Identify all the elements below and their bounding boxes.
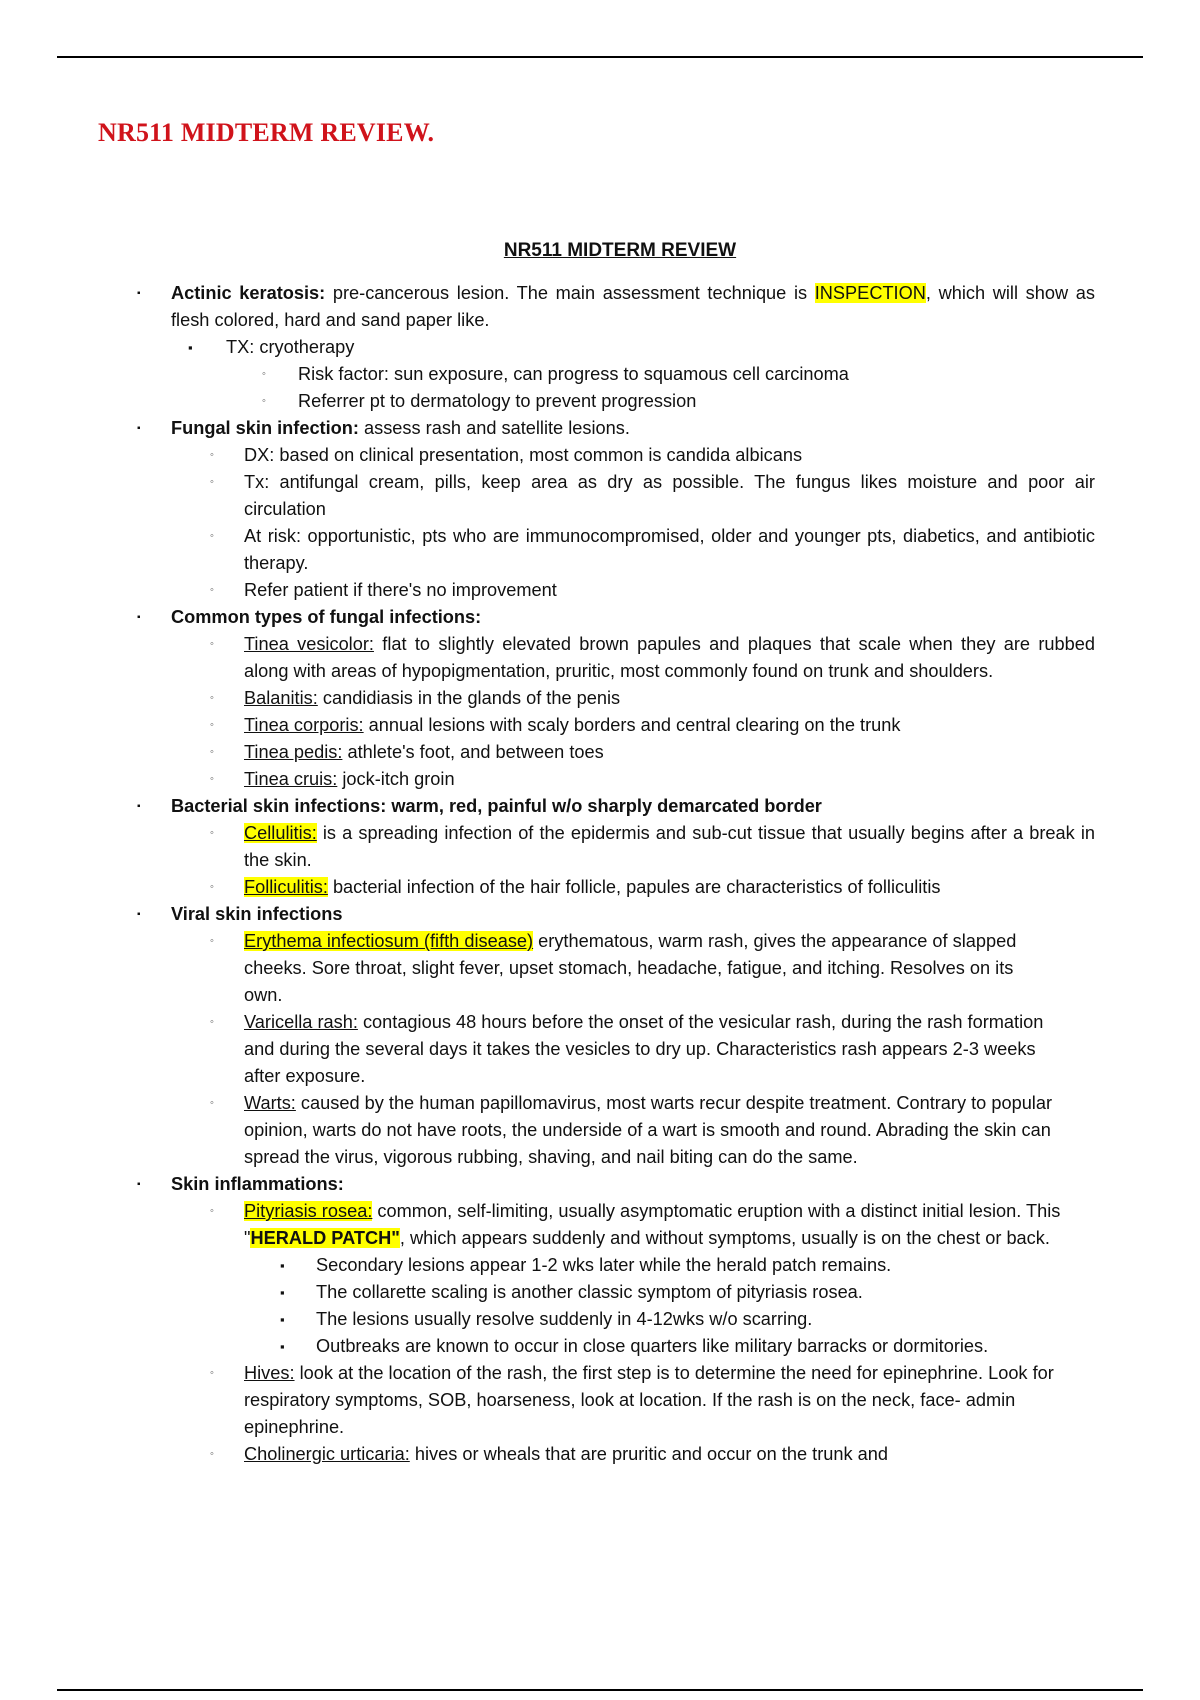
item-text: bacterial infection of the hair follicle, papules are characteristics of folliculitis xyxy=(327,877,941,897)
item-text: assess rash and satellite lesions. xyxy=(358,418,630,438)
list-item-balanitis xyxy=(210,685,1095,712)
bullet-icon: ◦ xyxy=(210,719,214,731)
bullet-icon: ▪ xyxy=(137,612,141,623)
item-text: TX: cryotherapy xyxy=(226,337,355,357)
document-body xyxy=(0,280,1200,1468)
item-text: annual lesions with scaly borders and central clearing on the trunk xyxy=(363,715,901,735)
item-text: Risk factor: sun exposure, can progress to squamous cell carcinoma xyxy=(298,364,849,384)
bullet-icon: ▪ xyxy=(137,801,141,812)
term-label: Erythema infectiosum (fifth disease) xyxy=(244,931,534,951)
list-item-tx xyxy=(188,334,1086,361)
list-item-tinea-vesicolor xyxy=(210,631,1095,685)
list-item-cholinergic xyxy=(210,1441,1074,1468)
document-title: NR511 MIDTERM REVIEW xyxy=(503,240,737,261)
item-text: Tx: antifungal cream, pills, keep area as dry as possible. The fungus likes moisture and poor air circulation xyxy=(244,472,1095,519)
term-label: Tinea corporis: xyxy=(244,715,364,735)
list-item-fungal xyxy=(137,415,1095,442)
list-item-erythema xyxy=(210,928,1034,1009)
list-item-warts xyxy=(210,1090,1074,1171)
list-item-hives xyxy=(210,1360,1074,1441)
list-item-viral xyxy=(137,901,1095,928)
item-text: is a spreading infection of the epidermis and sub-cut tissue that usually begins after a break in the skin. xyxy=(244,823,1095,870)
list-item-referrer xyxy=(262,388,1098,415)
item-text: , which appears suddenly and without symptoms, usually is on the chest or back. xyxy=(399,1228,1050,1248)
list-item-at-risk xyxy=(210,523,1095,577)
item-text: hives or wheals that are pruritic and occur on the trunk and xyxy=(409,1444,888,1464)
bullet-icon: ▪ xyxy=(137,909,141,920)
list-item-collarette xyxy=(280,1279,1096,1306)
item-text: athlete's foot, and between toes xyxy=(342,742,604,762)
bullet-icon: ▪ xyxy=(280,1339,285,1354)
bullet-icon: ◦ xyxy=(210,935,214,947)
list-item-varicella xyxy=(210,1009,1044,1090)
item-text: candidiasis in the glands of the penis xyxy=(317,688,621,708)
list-item-tinea-cruis xyxy=(210,766,1095,793)
list-item-bacterial xyxy=(137,793,1095,820)
bullet-icon: ◦ xyxy=(210,773,214,785)
term-label: Common types of fungal infections: xyxy=(171,607,482,627)
bullet-icon: ◦ xyxy=(210,692,214,704)
item-text: flat to slightly elevated brown papules and plaques that scale when they are rubbed along with areas of hypopigmentation, pruritic, most commonly found on trunk and shoulders. xyxy=(244,634,1095,681)
term-label xyxy=(244,1201,372,1221)
bullet-icon: ▪ xyxy=(137,1179,141,1190)
term-label: Tinea pedis: xyxy=(244,742,343,762)
list-item-cellulitis xyxy=(210,820,1095,874)
bullet-icon: ◦ xyxy=(210,638,214,650)
list-item-tinea-pedis xyxy=(210,739,1095,766)
bullet-icon: ▪ xyxy=(280,1312,285,1327)
bullet-icon: ▪ xyxy=(137,423,141,434)
item-text: jock-itch groin xyxy=(337,769,455,789)
item-text: pre-cancerous lesion. The main assessment technique is xyxy=(325,283,815,303)
item-text: At risk: opportunistic, pts who are immunocompromised, older and younger pts, diabetics, and antibiotic therapy. xyxy=(244,526,1095,573)
list-item-tx-antifungal xyxy=(210,469,1095,523)
bullet-icon: ▪ xyxy=(137,288,141,299)
term-label: Warts: xyxy=(244,1093,296,1113)
bullet-icon: ◦ xyxy=(210,1205,214,1217)
item-text: Outbreaks are known to occur in close quarters like military barracks or dormitories. xyxy=(316,1336,989,1356)
bullet-icon: ◦ xyxy=(210,530,214,542)
term-label: Tinea vesicolor: xyxy=(244,634,374,654)
bullet-icon: ◦ xyxy=(210,1016,214,1028)
bullet-icon: ◦ xyxy=(262,395,266,407)
bullet-icon: ◦ xyxy=(210,746,214,758)
item-text: Referrer pt to dermatology to prevent progression xyxy=(298,391,697,411)
list-item-inflammations xyxy=(137,1171,1095,1198)
list-item-refer xyxy=(210,577,1095,604)
term-label: Skin inflammations: xyxy=(171,1174,344,1194)
bottom-rule xyxy=(57,1689,1143,1691)
list-item-secondary-lesions xyxy=(280,1252,1096,1279)
term-label: Actinic keratosis: xyxy=(171,283,326,303)
term-colon: : xyxy=(367,1201,373,1221)
bullet-icon: ▪ xyxy=(280,1258,285,1273)
item-text: caused by the human papillomavirus, most warts recur despite treatment. Contrary to popular opinion, warts do not have roots, the underside of a wart is smooth and round. Abrading the skin can spread the virus, vigorous rubbing, shaving, and nail biting can do the same. xyxy=(244,1093,1053,1167)
bullet-icon: ◦ xyxy=(210,1097,214,1109)
term-label: Fungal skin infection: xyxy=(171,418,359,438)
list-item-common-fungal xyxy=(137,604,1095,631)
bullet-icon: ◦ xyxy=(210,827,214,839)
list-item-outbreaks xyxy=(280,1333,1096,1360)
term-text: Pityriasis rosea xyxy=(244,1201,368,1221)
highlight-text: HERALD PATCH" xyxy=(250,1228,400,1248)
item-text: erythematous, warm rash, gives the appearance of slapped cheeks. Sore throat, slight fever, upset stomach, headache, fatigue, and itching. Resolves on its own. xyxy=(244,931,1017,1005)
item-text: DX: based on clinical presentation, most common is candida albicans xyxy=(244,445,803,465)
item-text: look at the location of the rash, the first step is to determine the need for epinephrine. Look for respiratory symptoms, SOB, hoarseness, look at location. If the rash is on the neck, face- admin epinephrine. xyxy=(244,1363,1054,1437)
item-text: The lesions usually resolve suddenly in 4-12wks w/o scarring. xyxy=(316,1309,813,1329)
term-label: Varicella rash: xyxy=(244,1012,358,1032)
list-item-folliculitis xyxy=(210,874,1095,901)
bullet-icon: ◦ xyxy=(262,368,266,380)
term-label: Viral skin infections xyxy=(171,904,343,924)
term-label: Hives: xyxy=(244,1363,295,1383)
item-text: contagious 48 hours before the onset of the vesicular rash, during the rash formation and during the several days it takes the vesicles to dry up. Characteristics rash appears 2-3 weeks after exposure. xyxy=(244,1012,1044,1086)
term-label: Cholinergic urticaria: xyxy=(244,1444,410,1464)
highlight-text: INSPECTION xyxy=(814,283,926,303)
bullet-icon: ▪ xyxy=(188,340,193,355)
bullet-icon: ◦ xyxy=(210,881,214,893)
term-label: Bacterial skin infections: warm, red, painful w/o sharply demarcated border xyxy=(171,796,822,816)
item-text: The collarette scaling is another classic symptom of pityriasis rosea. xyxy=(316,1282,863,1302)
term-label: Tinea cruis: xyxy=(244,769,338,789)
list-item-tinea-corporis xyxy=(210,712,1095,739)
list-item-resolve xyxy=(280,1306,1096,1333)
bullet-icon: ◦ xyxy=(210,1367,214,1379)
bullet-icon: ◦ xyxy=(210,449,214,461)
item-text: common, self-limiting, usually asymptomatic eruption with a distinct initial lesion. This " xyxy=(244,1201,1061,1248)
term-label: Balanitis: xyxy=(244,688,318,708)
item-text: , which will show as flesh colored, hard and sand paper like. xyxy=(171,283,1095,330)
brand-title: NR511 MIDTERM REVIEW. xyxy=(98,118,435,147)
bullet-icon: ▪ xyxy=(280,1285,285,1300)
bullet-icon: ◦ xyxy=(210,1448,214,1460)
list-item-pityriasis xyxy=(210,1198,1089,1252)
list-item-actinic-keratosis xyxy=(137,280,1095,334)
list-item-dx xyxy=(210,442,1095,469)
list-item-risk-factor xyxy=(262,361,1098,388)
term-label: Folliculitis: xyxy=(244,877,328,897)
term-label: Cellulitis: xyxy=(244,823,317,843)
top-rule xyxy=(57,56,1143,58)
bullet-icon: ◦ xyxy=(210,476,214,488)
bullet-icon: ◦ xyxy=(210,584,214,596)
item-text: Refer patient if there's no improvement xyxy=(244,580,557,600)
item-text: Secondary lesions appear 1-2 wks later while the herald patch remains. xyxy=(316,1255,892,1275)
